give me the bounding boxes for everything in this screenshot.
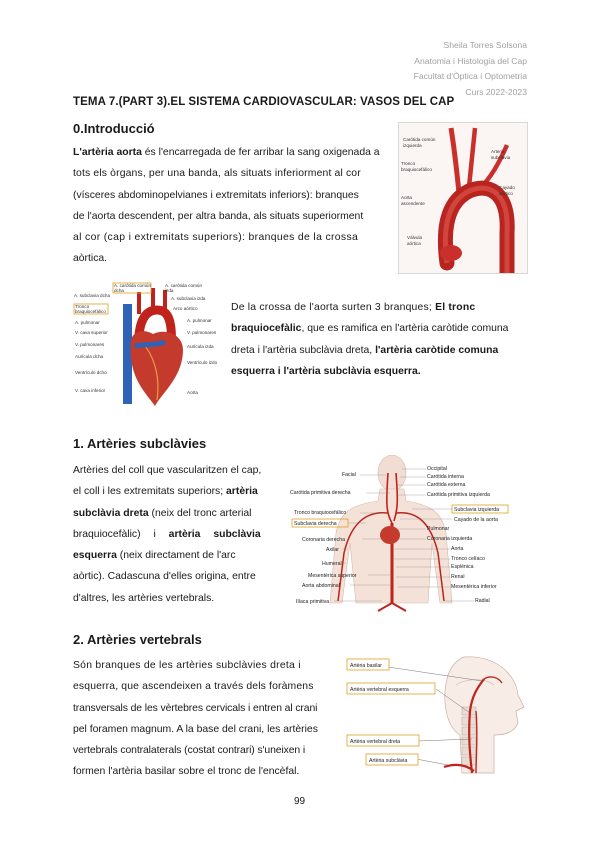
- branches-line-1: De la crossa de l'aorta surten 3 branques; El tronc: [231, 302, 476, 313]
- intro-line-5: al cor (cap i extremitats superiors): branques de la crossa: [73, 232, 359, 244]
- body-arteries-figure: [290, 453, 530, 613]
- svg-text:A. subclavia dcha: A. subclavia dcha: [74, 293, 111, 298]
- svg-text:izda: izda: [165, 288, 174, 293]
- svg-text:Carótida interna: Carótida interna: [427, 474, 464, 480]
- aorta-illustration: [399, 123, 527, 273]
- svg-text:Ilíaca primitiva: Ilíaca primitiva: [296, 599, 330, 605]
- branches-paragraph: [231, 297, 526, 382]
- section-heading-intro: 0.Introducció: [73, 121, 155, 136]
- svg-text:Cayado: Cayado: [499, 185, 515, 190]
- section-heading-subclavian: 1. Artèries subclàvies: [73, 436, 207, 451]
- svg-text:V. cava inferior: V. cava inferior: [75, 388, 106, 393]
- header-author: Sheila Torres Solsona: [443, 40, 527, 50]
- svg-text:Arco aórtico: Arco aórtico: [173, 306, 198, 311]
- vertebral-line-6: formen l'artèria basilar sobre el tronc de l'encèfal.: [73, 766, 300, 778]
- heart-figure: [73, 282, 223, 414]
- svg-text:braquiocefálico: braquiocefálico: [401, 167, 432, 172]
- svg-text:aórtica: aórtica: [407, 241, 421, 246]
- header-course: Curs 2022-2023: [465, 86, 527, 97]
- svg-text:Radial: Radial: [475, 598, 490, 604]
- header-subject: Anatomia i Histologia del Cap: [414, 55, 527, 66]
- svg-text:Coronaria derecha: Coronaria derecha: [302, 537, 345, 543]
- svg-text:Aorta: Aorta: [401, 195, 412, 200]
- label-vertebral-left: Artèria vertebral esquerra: [350, 687, 409, 693]
- svg-text:Tronco: Tronco: [401, 161, 416, 166]
- label-subclavian: Artèria subclàvia: [369, 758, 408, 764]
- svg-text:Tronco: Tronco: [75, 304, 90, 309]
- svg-text:Axilar: Axilar: [326, 547, 339, 553]
- subclavian-line-4: braquiocefàlic) i artèria subclàvia: [73, 528, 261, 540]
- svg-text:Esplénica: Esplénica: [451, 564, 474, 570]
- subclavian-line-3: subclàvia dreta (neix del tronc arterial: [73, 507, 252, 519]
- body-arteries-illustration: [290, 453, 530, 613]
- vertebral-line-4: pel foramen magnum. A la base del crani, les artèries: [73, 723, 318, 735]
- header-faculty: Facultat d'Òptica i Optometria: [413, 71, 527, 81]
- subclavian-line-1: Artèries del coll que vascularitzen el cap,: [73, 465, 262, 476]
- svg-text:subclavia: subclavia: [491, 155, 511, 160]
- svg-text:Válvula: Válvula: [407, 235, 423, 240]
- vertebral-paragraph: [73, 655, 335, 783]
- svg-text:Tronco braquiocefálico: Tronco braquiocefálico: [294, 510, 347, 516]
- vertebral-line-5: vertebrals contralaterals (costat contrari) s'uneixen i: [73, 745, 306, 757]
- branches-line-3: dreta i l'artèria subclàvia dreta, l'artèria caròtide comuna: [231, 344, 499, 356]
- svg-text:Mesentérica superior: Mesentérica superior: [308, 573, 357, 579]
- svg-text:Pulmonar: Pulmonar: [427, 526, 450, 532]
- svg-text:Carótida primitiva izquierda: Carótida primitiva izquierda: [427, 492, 490, 498]
- svg-text:V. pulmonares: V. pulmonares: [75, 342, 105, 347]
- svg-text:Occipital: Occipital: [427, 466, 447, 472]
- document-title: TEMA 7.(PART 3).EL SISTEMA CARDIOVASCULAR: VASOS DEL CAP: [73, 96, 455, 108]
- svg-text:Tronco celíaco: Tronco celíaco: [451, 556, 485, 562]
- svg-text:dcha: dcha: [114, 288, 124, 293]
- svg-text:Aurícula dcha: Aurícula dcha: [75, 354, 104, 359]
- svg-text:V. pulmonares: V. pulmonares: [187, 330, 217, 335]
- svg-text:Renal: Renal: [451, 574, 465, 580]
- svg-text:braquiocefálico: braquiocefálico: [75, 309, 106, 314]
- svg-text:Coronaria izquierda: Coronaria izquierda: [427, 536, 473, 542]
- svg-text:Aorta: Aorta: [187, 390, 198, 395]
- svg-text:A. subclavia izda: A. subclavia izda: [171, 296, 206, 301]
- intro-line-6: aòrtica.: [73, 253, 108, 265]
- svg-text:Humeral: Humeral: [322, 561, 342, 567]
- vertebral-line-2: esquerra, que ascendeixen a través dels foràmens: [73, 681, 314, 693]
- svg-text:Mesentérica inferior: Mesentérica inferior: [451, 584, 497, 590]
- bold-aorta: L'artèria aorta: [73, 147, 142, 158]
- svg-text:V. cava superior: V. cava superior: [75, 330, 108, 335]
- svg-text:Carótida común: Carótida común: [403, 137, 436, 142]
- svg-text:A. pulmonar: A. pulmonar: [187, 318, 212, 323]
- intro-line-4: de l'aorta descendent, per altra banda, als situats superiorment: [73, 210, 364, 222]
- page-header: [414, 38, 527, 100]
- svg-text:Ventrículo izdo: Ventrículo izdo: [187, 360, 218, 365]
- svg-text:A. pulmonar: A. pulmonar: [75, 320, 100, 325]
- svg-text:Subclavia izquierda: Subclavia izquierda: [454, 507, 499, 513]
- vertebral-line-3: transversals de les vèrtebres cervicals i entren al crani: [73, 702, 318, 714]
- intro-paragraph: [73, 142, 391, 270]
- svg-text:Ventrículo dcho: Ventrículo dcho: [75, 370, 107, 375]
- vertebral-figure: [344, 655, 530, 775]
- branches-line-2: braquiocefàlic, que es ramifica en l'artèria caròtide comuna: [231, 323, 509, 335]
- svg-text:Carótida primitiva derecha: Carótida primitiva derecha: [290, 490, 351, 496]
- svg-text:A. carótida común: A. carótida común: [165, 283, 203, 288]
- intro-line-2: tots els òrgans, per una banda, als situats inferiorment al cor: [73, 168, 361, 180]
- subclavian-paragraph: [73, 460, 278, 609]
- svg-text:Arteria: Arteria: [491, 149, 505, 154]
- svg-text:ascendente: ascendente: [401, 201, 425, 206]
- subclavian-line-5: esquerra (neix directament de l'arc: [73, 550, 236, 562]
- svg-text:Subclavia derecha: Subclavia derecha: [294, 521, 337, 527]
- label-vertebral-right: Artèria vertebral dreta: [350, 739, 401, 745]
- vertebral-illustration: [344, 655, 530, 775]
- heart-illustration: [73, 282, 223, 414]
- branches-line-4: esquerra i l'artèria subclàvia esquerra.: [231, 365, 421, 377]
- page-number: 99: [293, 796, 306, 807]
- svg-text:Facial: Facial: [342, 472, 356, 478]
- svg-text:A. carótida común: A. carótida común: [114, 283, 152, 288]
- svg-text:Aorta: Aorta: [451, 546, 464, 552]
- subclavian-line-7: d'altres, les artèries vertebrals.: [73, 592, 215, 604]
- svg-text:Aorta abdominal: Aorta abdominal: [302, 583, 340, 589]
- section-heading-vertebral: 2. Artèries vertebrals: [73, 632, 202, 647]
- intro-line-3: (vísceres abdominopelvianes i extremitats inferiors): branques: [73, 189, 359, 201]
- intro-line-1: L'artèria aorta és l'encarregada de fer arribar la sang oxigenada a: [73, 147, 380, 158]
- subclavian-line-2: el coll i les extremitats superiors; artèria: [73, 486, 258, 498]
- vertebral-line-1: Són branques de les artèries subclàvies dreta i: [73, 660, 301, 671]
- svg-text:Carótida externa: Carótida externa: [427, 482, 466, 488]
- label-basilar: Artèria basilar: [350, 663, 383, 669]
- svg-text:Aurícula izda: Aurícula izda: [187, 344, 214, 349]
- svg-text:Cayado de la aorta: Cayado de la aorta: [454, 517, 498, 523]
- subclavian-line-6: aòrtic). Cadascuna d'elles origina, entre: [73, 571, 256, 583]
- aorta-figure: [398, 122, 528, 274]
- svg-text:aórtico: aórtico: [499, 191, 513, 196]
- svg-text:izquierda: izquierda: [403, 143, 422, 148]
